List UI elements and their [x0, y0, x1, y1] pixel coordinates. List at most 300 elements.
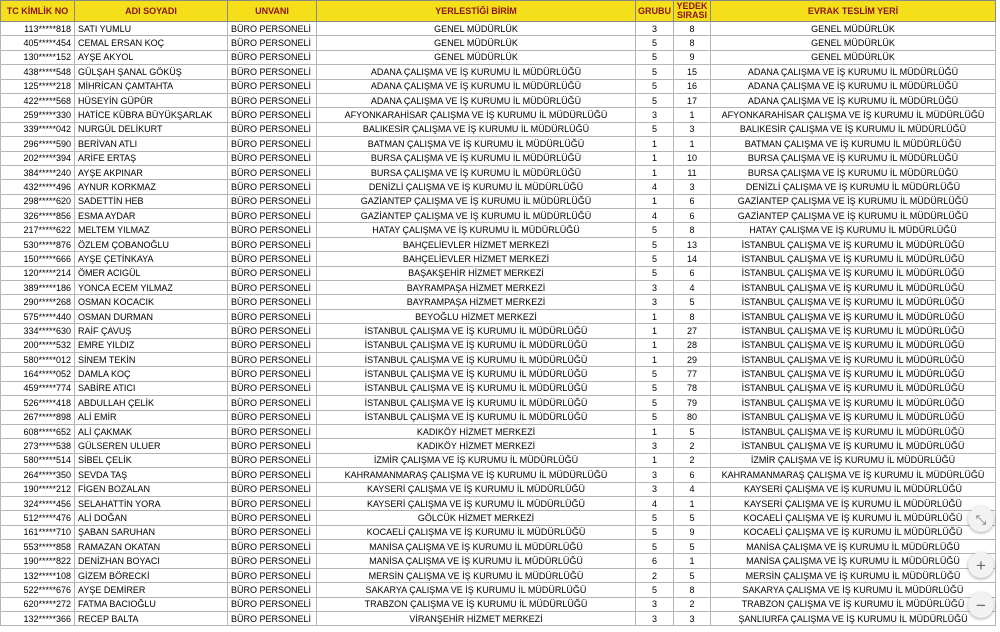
cell-delivery: MANİSA ÇALIŞMA VE İŞ KURUMU İL MÜDÜRLÜĞÜ [711, 554, 996, 568]
cell-unit: İSTANBUL ÇALIŞMA VE İŞ KURUMU İL MÜDÜRLÜĞÜ [317, 338, 636, 352]
cell-title: BÜRO PERSONELİ [228, 410, 317, 424]
cell-title: BÜRO PERSONELİ [228, 381, 317, 395]
cell-rank: 5 [674, 511, 711, 525]
cell-group: 3 [636, 597, 674, 611]
cell-title: BÜRO PERSONELİ [228, 338, 317, 352]
cell-name: GÜLŞAH ŞANAL GÖKÜŞ [75, 65, 228, 79]
cell-rank: 29 [674, 352, 711, 366]
fit-screen-button[interactable] [968, 506, 994, 532]
cell-rank: 6 [674, 209, 711, 223]
header-delivery: EVRAK TESLİM YERİ [711, 1, 996, 22]
table-row [1, 568, 996, 582]
cell-name: FATMA BACIOĞLU [75, 597, 228, 611]
cell-tc: 522*****676 [1, 583, 75, 597]
cell-group: 1 [636, 424, 674, 438]
cell-tc: 530*****876 [1, 237, 75, 251]
table-row [1, 396, 996, 410]
cell-rank: 8 [674, 22, 711, 36]
cell-unit: ADANA ÇALIŞMA VE İŞ KURUMU İL MÜDÜRLÜĞÜ [317, 65, 636, 79]
table-row [1, 525, 996, 539]
cell-name: AYNUR KORKMAZ [75, 180, 228, 194]
cell-group: 1 [636, 352, 674, 366]
table-row [1, 410, 996, 424]
cell-unit: KADIKÖY HİZMET MERKEZİ [317, 439, 636, 453]
cell-group: 5 [636, 410, 674, 424]
cell-tc: 339*****042 [1, 122, 75, 136]
cell-tc: 553*****858 [1, 540, 75, 554]
cell-tc: 202*****394 [1, 151, 75, 165]
cell-name: DENİZHAN BOYACI [75, 554, 228, 568]
cell-group: 3 [636, 468, 674, 482]
cell-delivery: İZMİR ÇALIŞMA VE İŞ KURUMU İL MÜDÜRLÜĞÜ [711, 453, 996, 467]
cell-delivery: İSTANBUL ÇALIŞMA VE İŞ KURUMU İL MÜDÜRLÜĞÜ [711, 338, 996, 352]
cell-tc: 384*****240 [1, 165, 75, 179]
cell-delivery: İSTANBUL ÇALIŞMA VE İŞ KURUMU İL MÜDÜRLÜĞÜ [711, 424, 996, 438]
cell-unit: MANİSA ÇALIŞMA VE İŞ KURUMU İL MÜDÜRLÜĞÜ [317, 540, 636, 554]
table-row [1, 108, 996, 122]
cell-tc: 324*****456 [1, 496, 75, 510]
cell-title: BÜRO PERSONELİ [228, 252, 317, 266]
table-row [1, 36, 996, 50]
cell-name: ALİ ÇAKMAK [75, 424, 228, 438]
cell-unit: ADANA ÇALIŞMA VE İŞ KURUMU İL MÜDÜRLÜĞÜ [317, 93, 636, 107]
cell-title: BÜRO PERSONELİ [228, 237, 317, 251]
cell-group: 5 [636, 93, 674, 107]
cell-tc: 512*****476 [1, 511, 75, 525]
table-row [1, 50, 996, 64]
cell-unit: BALIKESİR ÇALIŞMA VE İŞ KURUMU İL MÜDÜRLÜĞÜ [317, 122, 636, 136]
cell-name: ALİ EMİR [75, 410, 228, 424]
cell-delivery: İSTANBUL ÇALIŞMA VE İŞ KURUMU İL MÜDÜRLÜĞÜ [711, 396, 996, 410]
cell-rank: 10 [674, 151, 711, 165]
cell-tc: 113*****818 [1, 22, 75, 36]
cell-title: BÜRO PERSONELİ [228, 612, 317, 626]
cell-delivery: İSTANBUL ÇALIŞMA VE İŞ KURUMU İL MÜDÜRLÜĞÜ [711, 324, 996, 338]
cell-unit: İSTANBUL ÇALIŞMA VE İŞ KURUMU İL MÜDÜRLÜĞÜ [317, 352, 636, 366]
cell-delivery: İSTANBUL ÇALIŞMA VE İŞ KURUMU İL MÜDÜRLÜĞÜ [711, 439, 996, 453]
cell-name: OSMAN KOCACIK [75, 295, 228, 309]
cell-name: SEVDA TAŞ [75, 468, 228, 482]
cell-tc: 200*****532 [1, 338, 75, 352]
cell-group: 4 [636, 209, 674, 223]
cell-name: ESMA AYDAR [75, 209, 228, 223]
table-row [1, 79, 996, 93]
cell-name: OSMAN DURMAN [75, 309, 228, 323]
table-row [1, 439, 996, 453]
cell-unit: VİRANŞEHİR HİZMET MERKEZİ [317, 612, 636, 626]
fit-screen-icon: ⤡ [975, 511, 987, 527]
cell-title: BÜRO PERSONELİ [228, 266, 317, 280]
cell-title: BÜRO PERSONELİ [228, 554, 317, 568]
cell-group: 5 [636, 237, 674, 251]
cell-delivery: İSTANBUL ÇALIŞMA VE İŞ KURUMU İL MÜDÜRLÜĞÜ [711, 381, 996, 395]
cell-unit: GÖLCÜK HİZMET MERKEZİ [317, 511, 636, 525]
cell-delivery: GAZİANTEP ÇALIŞMA VE İŞ KURUMU İL MÜDÜRLÜĞÜ [711, 209, 996, 223]
cell-delivery: İSTANBUL ÇALIŞMA VE İŞ KURUMU İL MÜDÜRLÜĞÜ [711, 309, 996, 323]
cell-rank: 15 [674, 65, 711, 79]
cell-unit: BURSA ÇALIŞMA VE İŞ KURUMU İL MÜDÜRLÜĞÜ [317, 165, 636, 179]
cell-name: NURGÜL DELİKURT [75, 122, 228, 136]
cell-title: BÜRO PERSONELİ [228, 324, 317, 338]
cell-rank: 17 [674, 93, 711, 107]
cell-name: DAMLA KOÇ [75, 367, 228, 381]
cell-group: 3 [636, 439, 674, 453]
cell-title: BÜRO PERSONELİ [228, 137, 317, 151]
cell-tc: 580*****012 [1, 352, 75, 366]
cell-name: AYŞE AKPINAR [75, 165, 228, 179]
cell-title: BÜRO PERSONELİ [228, 352, 317, 366]
table-row [1, 295, 996, 309]
table-row [1, 223, 996, 237]
cell-rank: 2 [674, 439, 711, 453]
cell-delivery: MANİSA ÇALIŞMA VE İŞ KURUMU İL MÜDÜRLÜĞÜ [711, 540, 996, 554]
cell-unit: GAZİANTEP ÇALIŞMA VE İŞ KURUMU İL MÜDÜRLÜĞÜ [317, 194, 636, 208]
table-row [1, 194, 996, 208]
cell-delivery: İSTANBUL ÇALIŞMA VE İŞ KURUMU İL MÜDÜRLÜĞÜ [711, 237, 996, 251]
cell-group: 1 [636, 151, 674, 165]
cell-rank: 78 [674, 381, 711, 395]
cell-title: BÜRO PERSONELİ [228, 209, 317, 223]
cell-group: 1 [636, 194, 674, 208]
cell-title: BÜRO PERSONELİ [228, 22, 317, 36]
cell-title: BÜRO PERSONELİ [228, 597, 317, 611]
header-title: UNVANI [228, 1, 317, 22]
table-row [1, 209, 996, 223]
cell-name: SİBEL ÇELİK [75, 453, 228, 467]
zoom-in-button[interactable] [968, 552, 994, 578]
minus-icon: − [976, 595, 986, 615]
cell-rank: 1 [674, 496, 711, 510]
cell-tc: 326*****856 [1, 209, 75, 223]
cell-tc: 190*****212 [1, 482, 75, 496]
table-row [1, 583, 996, 597]
table-row [1, 424, 996, 438]
cell-name: ABDULLAH ÇELİK [75, 396, 228, 410]
cell-unit: KADIKÖY HİZMET MERKEZİ [317, 424, 636, 438]
cell-name: SİNEM TEKİN [75, 352, 228, 366]
cell-rank: 3 [674, 122, 711, 136]
cell-name: MİHRİCAN ÇAMTAHTA [75, 79, 228, 93]
cell-name: EMRE YILDIZ [75, 338, 228, 352]
cell-group: 5 [636, 252, 674, 266]
cell-tc: 296*****590 [1, 137, 75, 151]
cell-name: MELTEM YILMAZ [75, 223, 228, 237]
cell-unit: BAŞAKŞEHİR HİZMET MERKEZİ [317, 266, 636, 280]
cell-delivery: ADANA ÇALIŞMA VE İŞ KURUMU İL MÜDÜRLÜĞÜ [711, 65, 996, 79]
cell-unit: İSTANBUL ÇALIŞMA VE İŞ KURUMU İL MÜDÜRLÜĞÜ [317, 367, 636, 381]
cell-title: BÜRO PERSONELİ [228, 511, 317, 525]
cell-rank: 8 [674, 309, 711, 323]
cell-unit: AFYONKARAHİSAR ÇALIŞMA VE İŞ KURUMU İL MÜDÜRLÜĞÜ [317, 108, 636, 122]
cell-delivery: İSTANBUL ÇALIŞMA VE İŞ KURUMU İL MÜDÜRLÜĞÜ [711, 295, 996, 309]
table-row [1, 468, 996, 482]
cell-delivery: KAYSERİ ÇALIŞMA VE İŞ KURUMU İL MÜDÜRLÜĞÜ [711, 482, 996, 496]
cell-title: BÜRO PERSONELİ [228, 194, 317, 208]
cell-title: BÜRO PERSONELİ [228, 496, 317, 510]
cell-rank: 1 [674, 554, 711, 568]
cell-group: 5 [636, 223, 674, 237]
cell-rank: 11 [674, 165, 711, 179]
cell-title: BÜRO PERSONELİ [228, 223, 317, 237]
cell-title: BÜRO PERSONELİ [228, 65, 317, 79]
table-row [1, 165, 996, 179]
cell-tc: 267*****898 [1, 410, 75, 424]
table-row [1, 540, 996, 554]
cell-tc: 405*****454 [1, 36, 75, 50]
cell-title: BÜRO PERSONELİ [228, 583, 317, 597]
cell-unit: TRABZON ÇALIŞMA VE İŞ KURUMU İL MÜDÜRLÜĞÜ [317, 597, 636, 611]
cell-rank: 27 [674, 324, 711, 338]
cell-unit: KAYSERİ ÇALIŞMA VE İŞ KURUMU İL MÜDÜRLÜĞÜ [317, 496, 636, 510]
table-row [1, 151, 996, 165]
cell-rank: 6 [674, 266, 711, 280]
cell-name: GÜLSEREN ULUER [75, 439, 228, 453]
cell-group: 1 [636, 137, 674, 151]
cell-name: ÖMER ACIGÜL [75, 266, 228, 280]
cell-rank: 13 [674, 237, 711, 251]
cell-rank: 9 [674, 50, 711, 64]
cell-name: SABİRE ATICI [75, 381, 228, 395]
cell-unit: MERSİN ÇALIŞMA VE İŞ KURUMU İL MÜDÜRLÜĞÜ [317, 568, 636, 582]
cell-group: 3 [636, 22, 674, 36]
cell-group: 5 [636, 381, 674, 395]
cell-title: BÜRO PERSONELİ [228, 36, 317, 50]
cell-group: 5 [636, 525, 674, 539]
cell-tc: 432*****496 [1, 180, 75, 194]
cell-rank: 8 [674, 223, 711, 237]
cell-unit: İSTANBUL ÇALIŞMA VE İŞ KURUMU İL MÜDÜRLÜĞÜ [317, 381, 636, 395]
cell-group: 6 [636, 554, 674, 568]
table-row [1, 137, 996, 151]
header-unit: YERLESTİĞİ BİRİM [317, 1, 636, 22]
cell-group: 5 [636, 122, 674, 136]
table-row [1, 554, 996, 568]
cell-group: 5 [636, 540, 674, 554]
cell-group: 3 [636, 108, 674, 122]
cell-rank: 79 [674, 396, 711, 410]
table-row [1, 367, 996, 381]
cell-group: 3 [636, 295, 674, 309]
cell-group: 4 [636, 180, 674, 194]
cell-unit: BAHÇELİEVLER HİZMET MERKEZİ [317, 252, 636, 266]
cell-title: BÜRO PERSONELİ [228, 439, 317, 453]
cell-group: 5 [636, 79, 674, 93]
cell-unit: BURSA ÇALIŞMA VE İŞ KURUMU İL MÜDÜRLÜĞÜ [317, 151, 636, 165]
cell-group: 5 [636, 65, 674, 79]
header-rank-line2: SIRASI [676, 10, 707, 20]
cell-rank: 4 [674, 482, 711, 496]
cell-delivery: GENEL MÜDÜRLÜK [711, 36, 996, 50]
cell-title: BÜRO PERSONELİ [228, 281, 317, 295]
cell-name: RECEP BALTA [75, 612, 228, 626]
cell-name: ÖZLEM ÇOBANOĞLU [75, 237, 228, 251]
cell-name: SATI YUMLU [75, 22, 228, 36]
cell-name: ALİ DOĞAN [75, 511, 228, 525]
cell-delivery: KOCAELİ ÇALIŞMA VE İŞ KURUMU İL MÜDÜRLÜĞÜ [711, 511, 996, 525]
cell-title: BÜRO PERSONELİ [228, 108, 317, 122]
cell-title: BÜRO PERSONELİ [228, 367, 317, 381]
cell-delivery: TRABZON ÇALIŞMA VE İŞ KURUMU İL MÜDÜRLÜĞÜ [711, 597, 996, 611]
cell-rank: 4 [674, 281, 711, 295]
cell-title: BÜRO PERSONELİ [228, 482, 317, 496]
cell-tc: 526*****418 [1, 396, 75, 410]
cell-name: FİGEN BOZALAN [75, 482, 228, 496]
cell-tc: 120*****214 [1, 266, 75, 280]
cell-rank: 8 [674, 583, 711, 597]
cell-group: 5 [636, 511, 674, 525]
table-row [1, 612, 996, 626]
cell-rank: 28 [674, 338, 711, 352]
cell-name: HATİCE KÜBRA BÜYÜKŞARLAK [75, 108, 228, 122]
cell-title: BÜRO PERSONELİ [228, 122, 317, 136]
cell-tc: 334*****630 [1, 324, 75, 338]
cell-delivery: GAZİANTEP ÇALIŞMA VE İŞ KURUMU İL MÜDÜRLÜĞÜ [711, 194, 996, 208]
cell-delivery: HATAY ÇALIŞMA VE İŞ KURUMU İL MÜDÜRLÜĞÜ [711, 223, 996, 237]
cell-tc: 132*****366 [1, 612, 75, 626]
cell-delivery: BURSA ÇALIŞMA VE İŞ KURUMU İL MÜDÜRLÜĞÜ [711, 151, 996, 165]
cell-delivery: KOCAELİ ÇALIŞMA VE İŞ KURUMU İL MÜDÜRLÜĞÜ [711, 525, 996, 539]
cell-delivery: BALIKESİR ÇALIŞMA VE İŞ KURUMU İL MÜDÜRLÜĞÜ [711, 122, 996, 136]
zoom-out-button[interactable] [968, 592, 994, 618]
cell-delivery: İSTANBUL ÇALIŞMA VE İŞ KURUMU İL MÜDÜRLÜĞÜ [711, 352, 996, 366]
cell-tc: 161*****710 [1, 525, 75, 539]
table-row [1, 453, 996, 467]
cell-title: BÜRO PERSONELİ [228, 525, 317, 539]
table-row [1, 180, 996, 194]
cell-name: CEMAL ERSAN KOÇ [75, 36, 228, 50]
cell-name: ARİFE ERTAŞ [75, 151, 228, 165]
cell-unit: GENEL MÜDÜRLÜK [317, 50, 636, 64]
cell-name: RAİF ÇAVUŞ [75, 324, 228, 338]
cell-delivery: ADANA ÇALIŞMA VE İŞ KURUMU İL MÜDÜRLÜĞÜ [711, 79, 996, 93]
cell-title: BÜRO PERSONELİ [228, 453, 317, 467]
cell-group: 1 [636, 324, 674, 338]
cell-name: YONCA ECEM YILMAZ [75, 281, 228, 295]
cell-group: 3 [636, 612, 674, 626]
cell-title: BÜRO PERSONELİ [228, 540, 317, 554]
cell-rank: 6 [674, 194, 711, 208]
cell-rank: 1 [674, 137, 711, 151]
cell-unit: HATAY ÇALIŞMA VE İŞ KURUMU İL MÜDÜRLÜĞÜ [317, 223, 636, 237]
table-row [1, 93, 996, 107]
cell-delivery: MERSİN ÇALIŞMA VE İŞ KURUMU İL MÜDÜRLÜĞÜ [711, 568, 996, 582]
cell-name: GİZEM BÖRECKİ [75, 568, 228, 582]
cell-delivery: İSTANBUL ÇALIŞMA VE İŞ KURUMU İL MÜDÜRLÜĞÜ [711, 252, 996, 266]
cell-unit: SAKARYA ÇALIŞMA VE İŞ KURUMU İL MÜDÜRLÜĞÜ [317, 583, 636, 597]
cell-unit: GAZİANTEP ÇALIŞMA VE İŞ KURUMU İL MÜDÜRLÜĞÜ [317, 209, 636, 223]
table-row [1, 496, 996, 510]
cell-tc: 389*****186 [1, 281, 75, 295]
cell-delivery: İSTANBUL ÇALIŞMA VE İŞ KURUMU İL MÜDÜRLÜĞÜ [711, 367, 996, 381]
cell-tc: 125*****218 [1, 79, 75, 93]
cell-unit: BEYOĞLU HİZMET MERKEZİ [317, 309, 636, 323]
cell-title: BÜRO PERSONELİ [228, 93, 317, 107]
cell-group: 5 [636, 36, 674, 50]
cell-group: 5 [636, 367, 674, 381]
cell-rank: 5 [674, 540, 711, 554]
cell-group: 5 [636, 396, 674, 410]
cell-unit: ADANA ÇALIŞMA VE İŞ KURUMU İL MÜDÜRLÜĞÜ [317, 79, 636, 93]
cell-group: 1 [636, 165, 674, 179]
cell-rank: 9 [674, 525, 711, 539]
cell-rank: 2 [674, 597, 711, 611]
cell-unit: GENEL MÜDÜRLÜK [317, 36, 636, 50]
cell-tc: 620*****272 [1, 597, 75, 611]
cell-delivery: İSTANBUL ÇALIŞMA VE İŞ KURUMU İL MÜDÜRLÜĞÜ [711, 410, 996, 424]
cell-tc: 259*****330 [1, 108, 75, 122]
table-row [1, 511, 996, 525]
cell-title: BÜRO PERSONELİ [228, 295, 317, 309]
cell-rank: 16 [674, 79, 711, 93]
cell-group: 1 [636, 453, 674, 467]
table-body [1, 22, 996, 626]
cell-title: BÜRO PERSONELİ [228, 568, 317, 582]
cell-delivery: BATMAN ÇALIŞMA VE İŞ KURUMU İL MÜDÜRLÜĞÜ [711, 137, 996, 151]
cell-unit: İSTANBUL ÇALIŞMA VE İŞ KURUMU İL MÜDÜRLÜĞÜ [317, 324, 636, 338]
table-row [1, 65, 996, 79]
table-row [1, 338, 996, 352]
cell-name: AYŞE ÇETİNKAYA [75, 252, 228, 266]
cell-rank: 2 [674, 453, 711, 467]
cell-group: 1 [636, 309, 674, 323]
cell-title: BÜRO PERSONELİ [228, 396, 317, 410]
cell-unit: BAYRAMPAŞA HİZMET MERKEZİ [317, 295, 636, 309]
cell-name: AYŞE DEMİRER [75, 583, 228, 597]
table-header-row [1, 1, 996, 22]
header-tc: TC KİMLİK NO [1, 1, 75, 22]
cell-group: 5 [636, 583, 674, 597]
cell-unit: İZMİR ÇALIŞMA VE İŞ KURUMU İL MÜDÜRLÜĞÜ [317, 453, 636, 467]
cell-delivery: İSTANBUL ÇALIŞMA VE İŞ KURUMU İL MÜDÜRLÜĞÜ [711, 281, 996, 295]
table-row [1, 22, 996, 36]
cell-rank: 6 [674, 468, 711, 482]
cell-name: BERİVAN ATLI [75, 137, 228, 151]
table-row [1, 482, 996, 496]
cell-tc: 130*****152 [1, 50, 75, 64]
table-row [1, 309, 996, 323]
cell-tc: 608*****652 [1, 424, 75, 438]
cell-unit: İSTANBUL ÇALIŞMA VE İŞ KURUMU İL MÜDÜRLÜĞÜ [317, 410, 636, 424]
cell-unit: KAHRAMANMARAŞ ÇALIŞMA VE İŞ KURUMU İL MÜDÜRLÜĞÜ [317, 468, 636, 482]
cell-rank: 3 [674, 612, 711, 626]
table-row [1, 237, 996, 251]
header-rank-line1: YEDEK [676, 1, 708, 11]
cell-group: 4 [636, 496, 674, 510]
cell-title: BÜRO PERSONELİ [228, 424, 317, 438]
cell-rank: 14 [674, 252, 711, 266]
cell-delivery: AFYONKARAHİSAR ÇALIŞMA VE İŞ KURUMU İL MÜDÜRLÜĞÜ [711, 108, 996, 122]
cell-unit: DENİZLİ ÇALIŞMA VE İŞ KURUMU İL MÜDÜRLÜĞÜ [317, 180, 636, 194]
cell-tc: 132*****108 [1, 568, 75, 582]
cell-tc: 459*****774 [1, 381, 75, 395]
cell-name: SADETTİN HEB [75, 194, 228, 208]
cell-tc: 290*****268 [1, 295, 75, 309]
header-rank [674, 1, 711, 22]
cell-group: 1 [636, 338, 674, 352]
cell-unit: BAHÇELİEVLER HİZMET MERKEZİ [317, 237, 636, 251]
table-row [1, 324, 996, 338]
cell-group: 5 [636, 266, 674, 280]
header-name: ADI SOYADI [75, 1, 228, 22]
cell-name: RAMAZAN OKATAN [75, 540, 228, 554]
cell-unit: KOCAELİ ÇALIŞMA VE İŞ KURUMU İL MÜDÜRLÜĞÜ [317, 525, 636, 539]
cell-unit: MANİSA ÇALIŞMA VE İŞ KURUMU İL MÜDÜRLÜĞÜ [317, 554, 636, 568]
cell-name: AYŞE AKYOL [75, 50, 228, 64]
cell-name: HÜSEYİN GÜPÜR [75, 93, 228, 107]
plus-icon: + [976, 555, 986, 575]
header-group: GRUBU [636, 1, 674, 22]
cell-title: BÜRO PERSONELİ [228, 50, 317, 64]
